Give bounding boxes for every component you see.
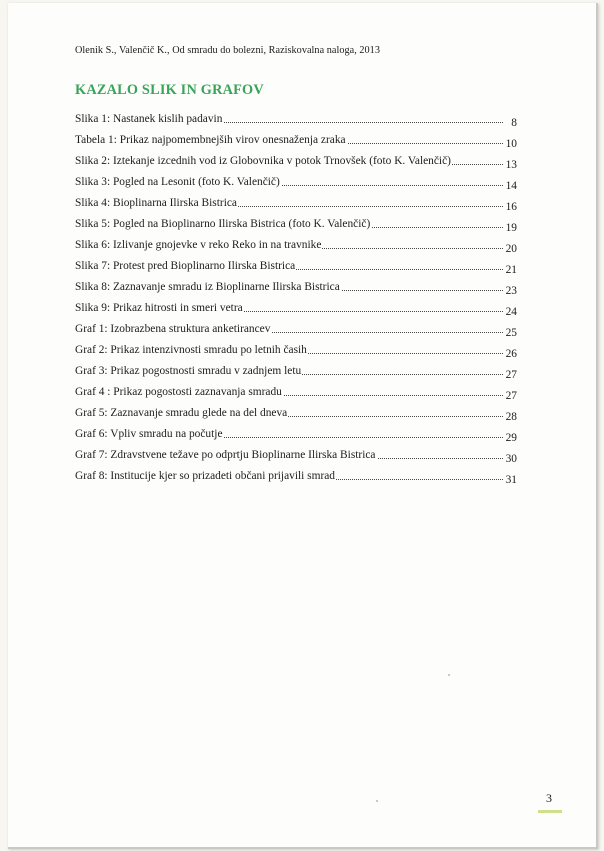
toc-entry-label: Graf 5: Zaznavanje smradu glede na del dneva	[75, 407, 288, 419]
page-number-underline	[538, 810, 562, 813]
toc-entry-page: 27	[505, 390, 517, 402]
toc-entry	[75, 405, 517, 426]
toc-entry-label: Slika 3: Pogled na Lesonit (foto K. Valenčič)	[75, 176, 280, 188]
toc-entry	[75, 132, 517, 153]
toc-entry-label: Graf 1: Izobrazbena struktura anketirancev	[75, 323, 271, 335]
toc-entry-label: Slika 4: Bioplinarna Ilirska Bistrica	[75, 197, 237, 209]
toc-entry-label: Tabela 1: Prikaz najpomembnejših virov onesnaženja zraka	[75, 134, 346, 146]
toc-entry-label: Graf 2: Prikaz intenzivnosti smradu po letnih časih	[75, 344, 307, 356]
figure-index-list	[75, 111, 517, 489]
toc-entry-label: Slika 5: Pogled na Bioplinarno Ilirska Bistrica (foto K. Valenčič)	[75, 218, 371, 230]
toc-entry	[75, 363, 517, 384]
toc-entry-page: 14	[505, 180, 517, 192]
toc-entry	[75, 384, 517, 405]
toc-entry-page: 27	[505, 369, 517, 381]
toc-entry-label: Slika 7: Protest pred Bioplinarno Ilirska Bistrica	[75, 260, 296, 272]
scan-speck	[448, 674, 450, 676]
toc-entry-label: Graf 3: Prikaz pogostnosti smradu v zadnjem letu	[75, 365, 302, 377]
toc-entry-page: 13	[505, 159, 517, 171]
toc-entry	[75, 321, 517, 342]
toc-entry-page: 8	[511, 117, 517, 129]
toc-entry	[75, 153, 517, 174]
toc-entry	[75, 258, 517, 279]
toc-entry	[75, 468, 517, 489]
toc-entry	[75, 279, 517, 300]
toc-entry-label: Slika 9: Prikaz hitrosti in smeri vetra	[75, 302, 243, 314]
section-title: KAZALO SLIK IN GRAFOV	[75, 82, 264, 98]
toc-entry-page: 23	[505, 285, 517, 297]
toc-entry-label: Slika 6: Izlivanje gnojevke v reko Reko in na travnike	[75, 239, 322, 251]
toc-entry-page: 26	[505, 348, 517, 360]
toc-entry	[75, 111, 517, 132]
toc-entry-label: Graf 7: Zdravstvene težave po odprtju Bioplinarne Ilirska Bistrica	[75, 449, 376, 461]
toc-entry	[75, 447, 517, 468]
toc-entry-page: 25	[505, 327, 517, 339]
toc-entry-page: 10	[505, 138, 517, 150]
toc-entry	[75, 300, 517, 321]
toc-entry-label: Graf 4 : Prikaz pogostosti zaznavanja smradu	[75, 386, 282, 398]
toc-entry-page: 31	[505, 474, 517, 486]
toc-entry-page: 30	[505, 453, 517, 465]
toc-entry-page: 16	[505, 201, 517, 213]
toc-entry-page: 28	[505, 411, 517, 423]
toc-entry	[75, 195, 517, 216]
toc-entry-label: Slika 1: Nastanek kislih padavin	[75, 113, 223, 125]
page-number: 3	[546, 791, 552, 805]
toc-entry	[75, 426, 517, 447]
toc-entry-page: 20	[505, 243, 517, 255]
toc-entry-page: 21	[505, 264, 517, 276]
toc-entry-page: 19	[505, 222, 517, 234]
running-header: Olenik S., Valenčič K., Od smradu do bolezni, Raziskovalna naloga, 2013	[75, 45, 380, 56]
toc-entry	[75, 342, 517, 363]
toc-entry-page: 24	[505, 306, 517, 318]
scan-speck	[376, 800, 378, 802]
toc-entry-page: 29	[505, 432, 517, 444]
toc-entry	[75, 174, 517, 195]
toc-entry-label: Graf 8: Institucije kjer so prizadeti občani prijavili smrad	[75, 470, 336, 482]
toc-entry	[75, 237, 517, 258]
document-page	[8, 3, 598, 849]
toc-entry	[75, 216, 517, 237]
toc-entry-label: Slika 8: Zaznavanje smradu iz Bioplinarne Ilirska Bistrica	[75, 281, 340, 293]
toc-entry-label: Slika 2: Iztekanje izcednih vod iz Globovnika v potok Trnovšek (foto K. Valenčič)	[75, 155, 451, 167]
toc-entry-label: Graf 6: Vpliv smradu na počutje	[75, 428, 223, 440]
